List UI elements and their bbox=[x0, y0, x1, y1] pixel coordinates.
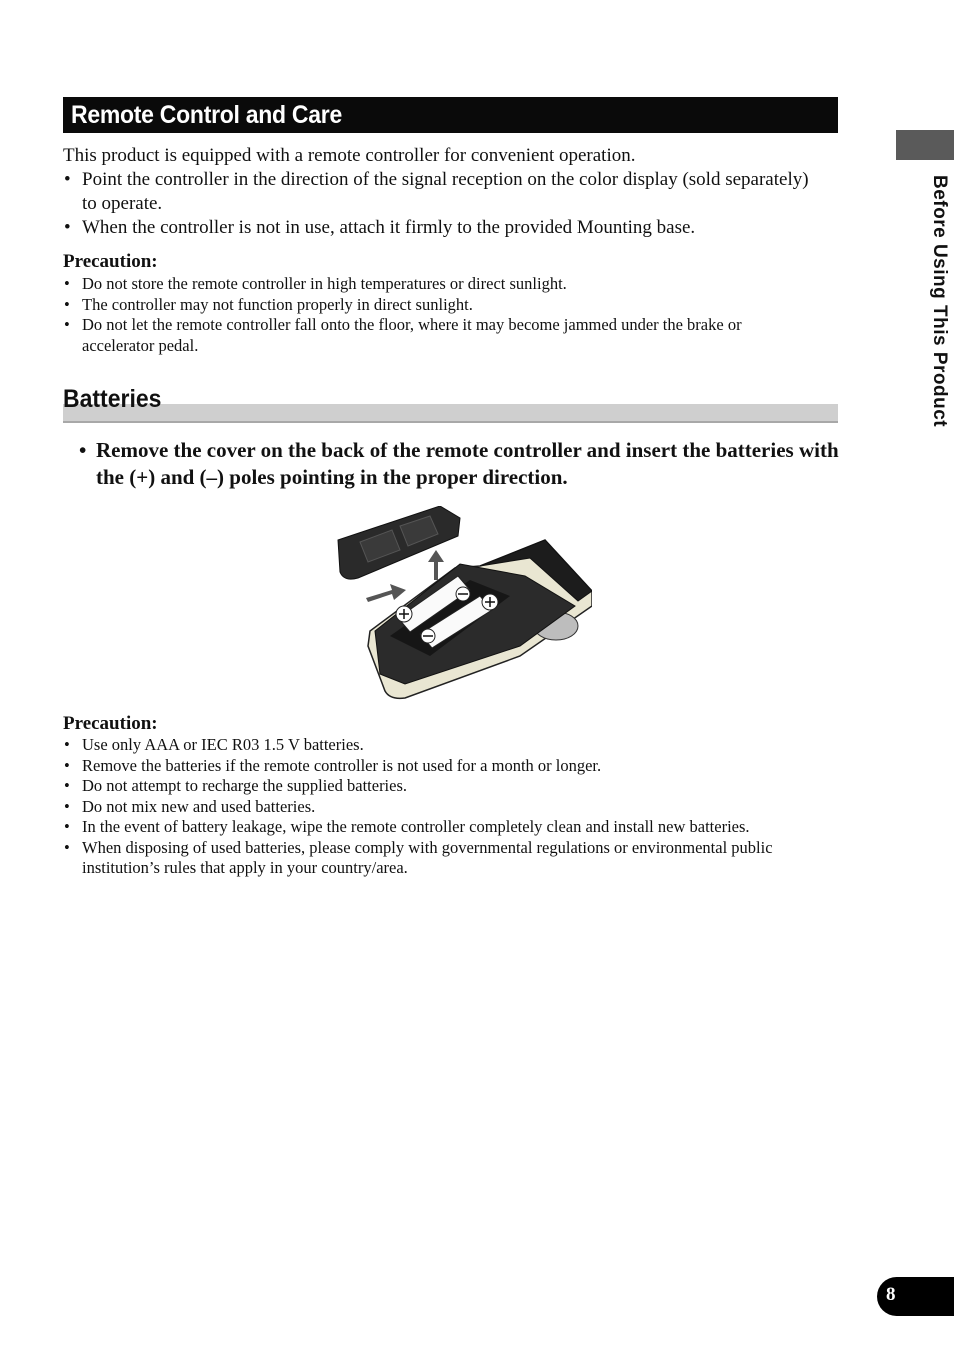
battery-insertion-illustration bbox=[330, 506, 592, 700]
list-item: • Do not attempt to recharge the supplied batteries. bbox=[63, 776, 803, 797]
precaution-heading: Precaution: bbox=[63, 251, 158, 272]
side-tab-marker bbox=[896, 130, 954, 160]
section-title: Batteries bbox=[63, 385, 162, 413]
precaution-heading: Precaution: bbox=[63, 713, 158, 734]
list-item: • Do not mix new and used batteries. bbox=[63, 797, 803, 818]
list-item: • Do not store the remote controller in high temperatures or direct sunlight. bbox=[63, 274, 803, 295]
side-tab-label: Before Using This Product bbox=[929, 175, 950, 428]
intro-block bbox=[63, 144, 823, 240]
page-number-badge bbox=[877, 1277, 954, 1316]
list-item: • Use only AAA or IEC R03 1.5 V batteries. bbox=[63, 735, 803, 756]
section-underline-bar bbox=[63, 404, 838, 423]
step-item: • Remove the cover on the back of the remote controller and insert the batteries with the (+) and (–) poles pointing in the proper direction. bbox=[78, 437, 843, 491]
intro-bullets bbox=[63, 168, 823, 240]
precaution-list bbox=[63, 735, 803, 879]
intro-text: This product is equipped with a remote controller for convenient operation. bbox=[63, 145, 636, 166]
section-title: Remote Control and Care bbox=[71, 101, 342, 129]
list-item: • Remove the batteries if the remote controller is not used for a month or longer. bbox=[63, 756, 803, 777]
list-item: • When disposing of used batteries, please comply with governmental regulations or environmental public institution’s rules that apply in your country/area. bbox=[63, 838, 803, 879]
list-item: • When the controller is not in use, attach it firmly to the provided Mounting base. bbox=[63, 216, 823, 240]
section-title-bar bbox=[63, 97, 838, 133]
insert-arrow-icon bbox=[366, 584, 406, 602]
list-item: • In the event of battery leakage, wipe the remote controller completely clean and install new batteries. bbox=[63, 817, 803, 838]
page-number: 8 bbox=[886, 1284, 896, 1305]
list-item: • Do not let the remote controller fall onto the floor, where it may become jammed under the brake or accelerator pedal. bbox=[63, 315, 803, 356]
list-item: • Point the controller in the direction of the signal reception on the color display (sold separately) to operate. bbox=[63, 168, 823, 216]
step-list bbox=[78, 437, 843, 491]
precaution-list bbox=[63, 274, 803, 356]
battery-cover-icon bbox=[338, 506, 460, 579]
lift-arrow-icon bbox=[428, 550, 444, 580]
list-item: • The controller may not function properly in direct sunlight. bbox=[63, 295, 803, 316]
